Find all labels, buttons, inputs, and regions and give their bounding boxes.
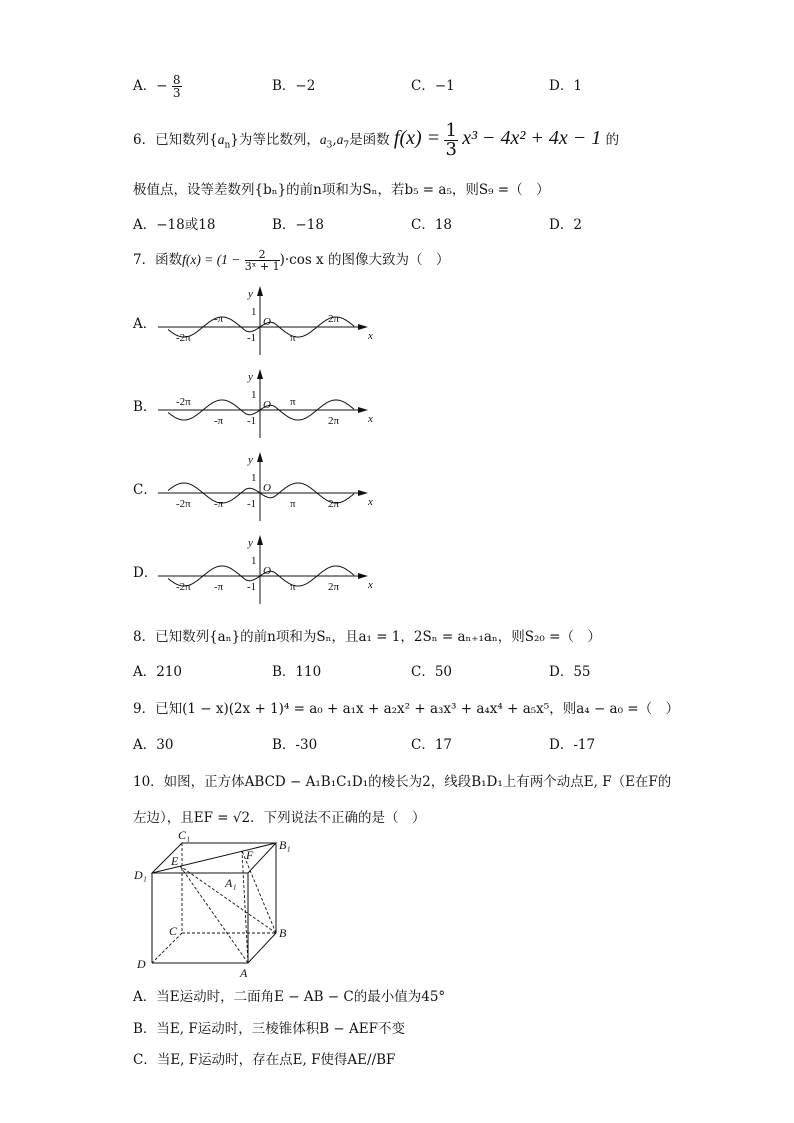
y-axis-label: y	[248, 288, 253, 300]
origin-label: O	[263, 316, 271, 328]
q8-option-c: C．50	[411, 664, 453, 680]
origin-label: O	[263, 399, 271, 411]
q10-option-c: C．当E, F运动时，存在点E, F使得AE//BF	[133, 1052, 396, 1068]
cube-figure	[128, 825, 298, 980]
x-axis-label: x	[368, 496, 373, 508]
tick-label: π	[290, 332, 296, 344]
q7-graph-label: D．	[133, 565, 158, 581]
y-axis-arrow	[257, 369, 263, 379]
q5-option-d: D．1	[549, 78, 582, 94]
x-axis-arrow	[358, 324, 368, 330]
y-axis-label: y	[248, 371, 253, 383]
tick-label: π	[290, 581, 296, 593]
x-axis-label: x	[368, 579, 373, 591]
tick-label: -π	[214, 415, 224, 427]
q9-option-d: D．-17	[549, 737, 596, 753]
tick-label: π	[290, 396, 296, 408]
x-axis-label: x	[368, 413, 373, 425]
label-f: F	[246, 848, 254, 862]
q7-graph-a	[133, 285, 383, 360]
label-d1: D₁	[134, 868, 147, 882]
x-axis-arrow	[358, 407, 368, 413]
q9-option-b: B．-30	[272, 737, 318, 753]
q10-option-a: A．当E运动时，二面角E − AB − C的最小值为45°	[133, 989, 446, 1005]
tick-label: 2π	[328, 498, 340, 510]
q7-graph-label: B．	[133, 399, 157, 415]
tick-label: 2π	[328, 313, 340, 325]
label-b1: B₁	[279, 838, 291, 852]
q7-graph-c	[133, 451, 383, 526]
q7-graph-d	[133, 534, 383, 609]
y-axis-label: y	[248, 537, 253, 549]
q6-option-c: C．18	[411, 217, 453, 233]
q7-graph-b	[133, 368, 383, 443]
tick-label: 2π	[328, 415, 340, 427]
q8-option-b: B．110	[272, 664, 322, 680]
tick-neg1: -1	[247, 581, 257, 593]
label-e: E	[171, 854, 179, 868]
q9-option-c: C．17	[411, 737, 453, 753]
tick-1: 1	[251, 306, 257, 318]
tick-neg1: -1	[247, 332, 257, 344]
q6-option-b: B．−18	[272, 217, 324, 233]
q10-option-b: B．当E, F运动时，三棱锥体积B − AEF不变	[133, 1021, 406, 1037]
tick-1: 1	[251, 555, 257, 567]
tick-label: -2π	[176, 498, 191, 510]
tick-label: -2π	[176, 332, 191, 344]
label-a1: A₁	[225, 876, 237, 890]
tick-label: -2π	[176, 581, 191, 593]
q9-option-a: A．30	[133, 737, 174, 753]
tick-neg1: -1	[247, 415, 257, 427]
q7-stem: 7．函数f(x) = (1 − $\frac{2}{\text{3ˣ + 1}}$ )·cos x 的图像大致为（ ）	[133, 248, 450, 273]
origin-label: O	[263, 482, 271, 494]
tick-label: -π	[214, 313, 224, 325]
q8-option-d: D．55	[549, 664, 591, 680]
label-a: A	[240, 966, 248, 980]
q7-graph-label: C．	[133, 482, 157, 498]
x-axis-arrow	[358, 573, 368, 579]
y-axis-label: y	[248, 454, 253, 466]
tick-label: -π	[214, 498, 224, 510]
y-axis-arrow	[257, 535, 263, 545]
q8-option-a: A．210	[133, 664, 183, 680]
tick-label: -π	[214, 581, 224, 593]
label-b: B	[279, 926, 287, 940]
q9-stem: 9．已知(1 − x)(2x + 1)⁴ = a₀ + a₁x + a₂x² + a₃x³ + a₄x⁴ + a₅x⁵，则a₄ − a₀ =（ ）	[133, 701, 680, 717]
q7-graph-label: A．	[133, 316, 157, 332]
label-c: C	[169, 924, 178, 938]
q8-stem: 8．已知数列{aₙ}的前n项和为Sₙ，且a₁ = 1，2Sₙ = aₙ₊₁aₙ，则S₂₀ =（ ）	[133, 629, 601, 645]
q5-option-b: B．−2	[272, 78, 316, 94]
q10-stem-line1: 10．如图，正方体ABCD − A₁B₁C₁D₁的棱长为2，线段B₁D₁上有两个动点E, F（E在F的	[133, 774, 672, 790]
y-axis-arrow	[257, 452, 263, 462]
x-axis-arrow	[358, 490, 368, 496]
x-axis-label: x	[368, 330, 373, 342]
q6-stem-line2: 极值点，设等差数列{bₙ}的前n项和为Sₙ，若b₅ = a₅，则S₉ =（ ）	[133, 182, 550, 198]
tick-neg1: -1	[247, 498, 257, 510]
y-axis-arrow	[257, 286, 263, 296]
q6-option-a: A．−18或18	[133, 217, 216, 233]
q10-stem-line2: 左边），且EF = √2．下列说法不正确的是（ ）	[133, 810, 426, 826]
q5-option-a: A．− $\frac{8}{3}$	[133, 73, 181, 100]
tick-1: 1	[251, 389, 257, 401]
q6-stem-line1: 6．已知数列$\{a_n\}$为等比数列，$a_3,a_7$是函数 f(x) = $\frac{1}{3}$ x³ − 4x² + 4x − 1 的	[133, 120, 620, 160]
tick-label: π	[290, 498, 296, 510]
label-d: D	[137, 957, 146, 971]
tick-label: 2π	[328, 581, 340, 593]
origin-label: O	[263, 565, 271, 577]
q6-option-d: D．2	[549, 217, 582, 233]
tick-1: 1	[251, 472, 257, 484]
label-c1: C₁	[178, 828, 191, 842]
q5-option-c: C．−1	[411, 78, 455, 94]
tick-label: -2π	[176, 396, 191, 408]
